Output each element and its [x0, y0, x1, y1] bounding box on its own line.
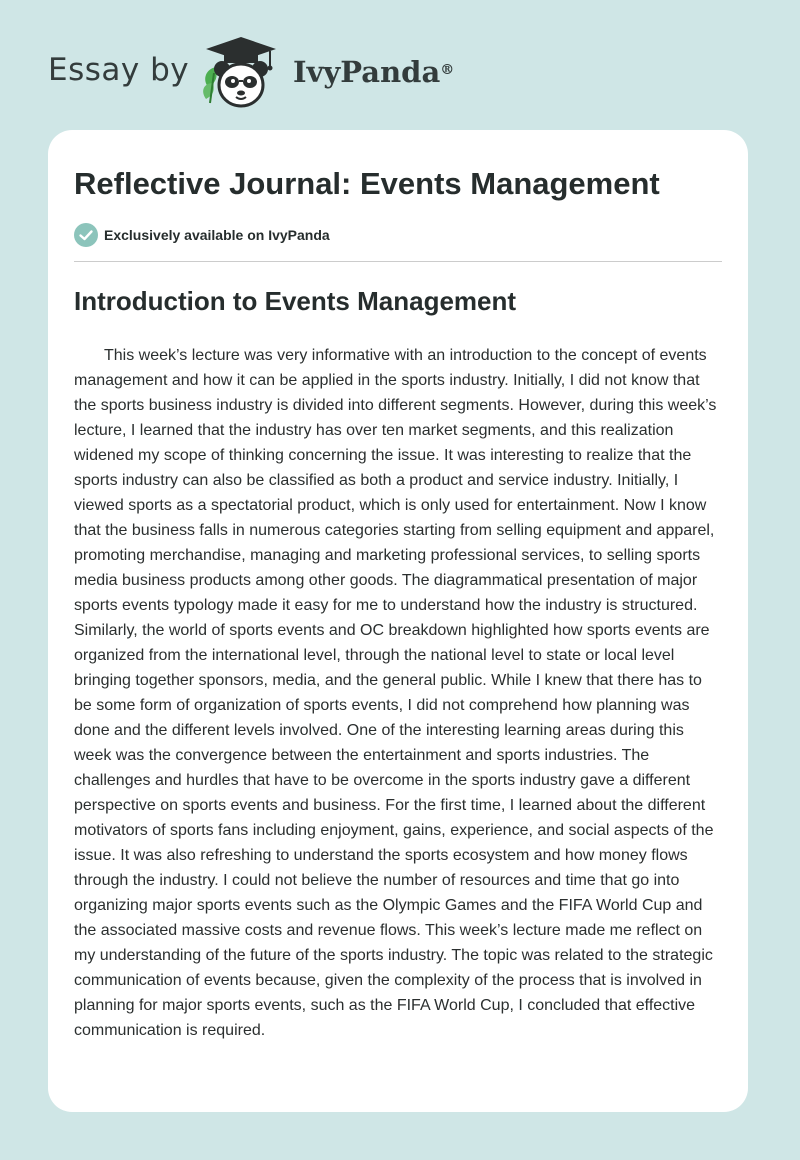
- panda-graduate-icon[interactable]: [200, 33, 282, 111]
- page-title: Reflective Journal: Events Management: [74, 166, 660, 201]
- brand-name[interactable]: [293, 54, 454, 90]
- divider: [74, 261, 722, 262]
- body-paragraph: This week’s lecture was very informative with an introduction to the concept of events management and how it can be applied in the sports industry. Initially, I did not know that the sports business industry is divided into different segments. However, during this week’s lecture, I learned that the industry has over ten market segments, and this realization widened my scope of thinking concerning the issue. It was interesting to realize that the sports industry can also be classified as both a product and service industry. Initially, I viewed sports as a spectatorial product, which is only used for entertainment. Now I know that the business falls in numerous categories starting from selling equipment and apparel, promoting merchandise, managing and marketing professional services, to selling sports media business products among other goods. The diagrammatical presentation of major sports events typology made it easy for me to understand how the industry is structured. Similarly, the world of sports events and OC breakdown highlighted how sports events are organized from the international level, through the national level to state or local level bringing together sponsors, media, and the general public. While I knew that there has to be some form of organization of sports events, I did not comprehend how planning was done and the different levels involved. One of the interesting learning areas during this week was the convergence between the entertainment and sports industries. The challenges and hurdles that have to be overcome in the sports industry gave a different perspective on sports events and business. For the first time, I learned about the different motivators of sports fans including enjoyment, gains, experience, and social aspects of the issue. It was also refreshing to understand the sports ecosystem and how money flows through the industry. I could not believe the number of resources and time that go into organizing major sports events such as the Olympic Games and the FIFA World Cup and the associated massive costs and revenue flows. This week’s lecture made me reflect on my understanding of the future of the sports industry. The topic was related to the strategic communication of events because, given the complexity of the process that is involved in planning for major sports events, such as the FIFA World Cup, I concluded that effective communication is required.: [74, 347, 717, 1039]
- article-card: [48, 130, 748, 1112]
- brand-text: IvyPanda: [293, 55, 441, 89]
- check-circle-icon: [74, 223, 98, 247]
- leaf-icon: [203, 67, 217, 103]
- essay-by-label: Essay by: [48, 52, 190, 88]
- registered-mark: ®: [440, 62, 455, 78]
- section-heading: Introduction to Events Management: [74, 286, 517, 316]
- site-header: [0, 0, 800, 120]
- badge-label: Exclusively available on IvyPanda: [104, 227, 330, 243]
- exclusive-badge: [74, 222, 330, 248]
